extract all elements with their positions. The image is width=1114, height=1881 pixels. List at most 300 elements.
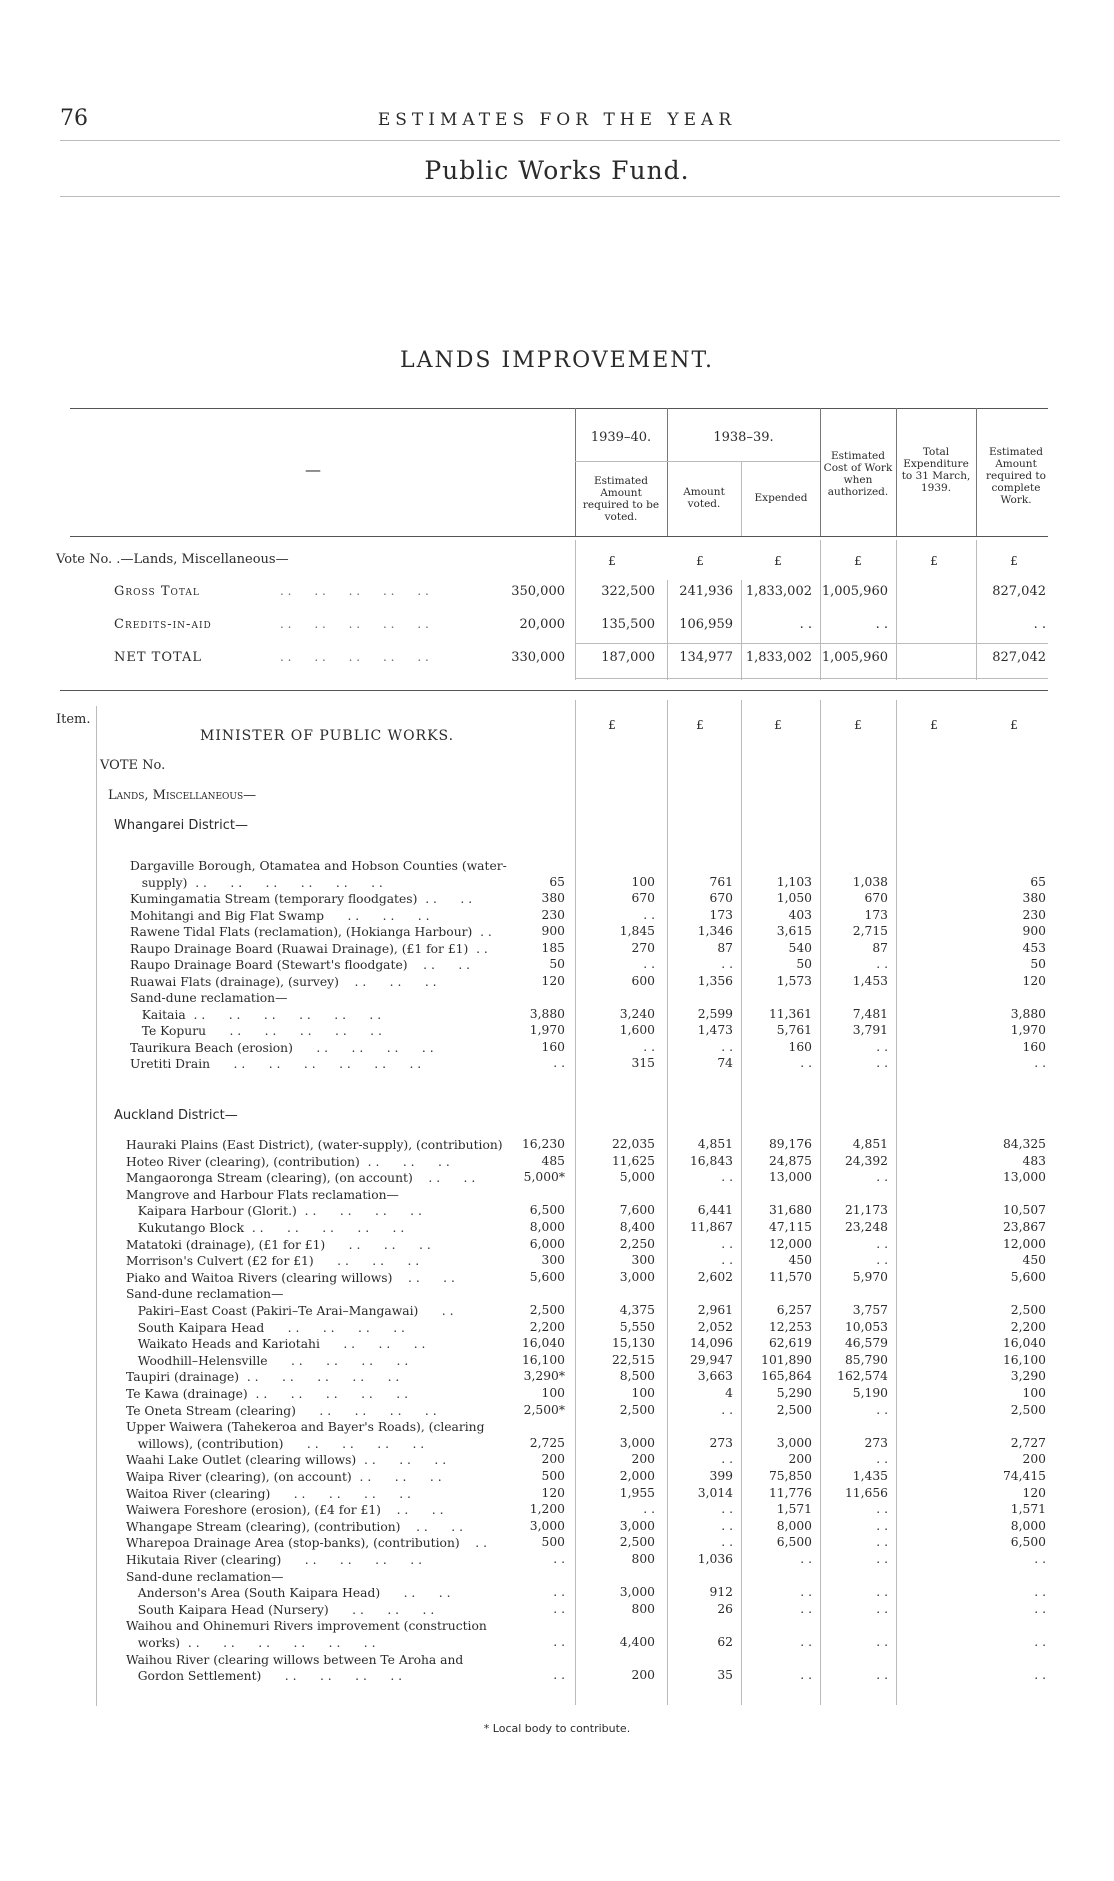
- row-value-col-5: 11,656: [844, 1485, 888, 1500]
- section-title: LANDS IMPROVEMENT.: [400, 348, 714, 373]
- row-value-col-6: 3,290: [1010, 1369, 1046, 1384]
- row-label: Morrison's Culvert (£2 for £1) . . . . . .: [126, 1254, 420, 1269]
- row-value-col-4: 160: [788, 1039, 812, 1054]
- summary-value-col-2: 322,500: [601, 584, 655, 599]
- row-value-col-3: 74: [717, 1056, 733, 1070]
- row-value-col-4: 3,615: [776, 924, 812, 938]
- col-rule-1: [575, 408, 576, 536]
- net-total-under-rule: [575, 678, 1048, 679]
- row-label: Kaitaia . . . . . . . . . . . .: [130, 1007, 382, 1022]
- row-value-col-1: 230: [541, 907, 565, 922]
- col-rule-5: [896, 408, 897, 536]
- lands-misc-heading: Lands, Miscellaneous—: [108, 788, 257, 803]
- row-label: Waikato Heads and Kariotahi . . . . . .: [126, 1337, 426, 1352]
- row-value-col-3: 35: [717, 1668, 733, 1683]
- row-value-col-1: 2,200: [529, 1319, 565, 1334]
- row-value-col-6: 230: [1022, 907, 1046, 922]
- row-value-col-1: 5,600: [529, 1269, 565, 1284]
- year-1939-40: 1939–40.: [590, 430, 652, 445]
- row-value-col-1: 300: [541, 1253, 565, 1268]
- row-value-col-5: 273: [864, 1435, 888, 1450]
- net-total-rule: [575, 643, 1048, 644]
- row-value-col-6: 13,000: [1002, 1170, 1046, 1185]
- row-value-col-2: 3,000: [619, 1435, 655, 1450]
- row-value-col-5: . .: [876, 1518, 888, 1533]
- row-value-col-4: 62,619: [768, 1336, 812, 1351]
- row-label: Wharepoa Drainage Area (stop-banks), (contribution) . .: [126, 1536, 488, 1551]
- row-value-col-3: . .: [721, 1518, 733, 1533]
- row-value-col-6: . .: [1034, 1585, 1046, 1600]
- pound-sign: £: [774, 718, 782, 732]
- row-value-col-4: 3,000: [776, 1435, 812, 1450]
- summary-value-col-4: 1,833,002: [745, 584, 812, 599]
- row-value-col-6: 100: [1022, 1386, 1046, 1400]
- row-label: Dargaville Borough, Otamatea and Hobson Counties (water-: [130, 859, 507, 873]
- row-value-col-6: 453: [1022, 940, 1046, 955]
- row-label: South Kaipara Head (Nursery) . . . . . .: [126, 1602, 435, 1617]
- row-value-col-4: 11,361: [768, 1006, 812, 1021]
- row-value-col-4: 165,864: [761, 1369, 812, 1384]
- summary-value-col-5: 1,005,960: [821, 650, 888, 665]
- row-value-col-2: 1,600: [619, 1023, 655, 1037]
- row-value-col-6: 65: [1030, 874, 1046, 889]
- pound-sign: £: [930, 718, 938, 732]
- minister-heading: MINISTER OF PUBLIC WORKS.: [200, 728, 455, 744]
- row-value-col-2: 600: [631, 973, 655, 988]
- summary-value-col-3: 134,977: [679, 650, 733, 665]
- row-value-col-5: . .: [876, 957, 888, 971]
- footnote: * Local body to contribute.: [483, 1722, 631, 1735]
- row-value-col-1: 380: [541, 891, 565, 905]
- row-value-col-6: . .: [1034, 1635, 1046, 1649]
- row-value-col-5: 23,248: [844, 1220, 888, 1234]
- row-value-col-6: 120: [1022, 973, 1046, 988]
- fund-title: Public Works Fund.: [424, 156, 690, 185]
- summary-value-col-1: 350,000: [511, 584, 565, 599]
- row-value-col-5: . .: [876, 1039, 888, 1054]
- item-column-rule: [96, 706, 97, 1706]
- row-value-col-6: . .: [1034, 1552, 1046, 1566]
- row-value-col-4: 1,573: [776, 973, 812, 988]
- row-value-col-3: . .: [721, 1236, 733, 1251]
- row-value-col-2: 8,500: [619, 1369, 655, 1384]
- col-head-expended: Expended: [754, 492, 808, 504]
- row-value-col-4: 75,850: [768, 1469, 812, 1483]
- row-value-col-6: 120: [1022, 1485, 1046, 1500]
- body-col-rule-2: [667, 700, 668, 1705]
- col-rule-2: [667, 408, 668, 536]
- row-value-col-3: . .: [721, 1039, 733, 1054]
- row-value-col-3: 2,599: [697, 1006, 733, 1021]
- row-value-col-2: 22,515: [611, 1352, 655, 1367]
- summary-row-label: Gross Total: [114, 584, 200, 599]
- row-value-col-4: 5,290: [776, 1386, 812, 1400]
- row-value-col-2: 100: [631, 1386, 655, 1400]
- row-value-col-6: 16,100: [1002, 1352, 1046, 1367]
- row-value-col-6: 2,200: [1010, 1319, 1046, 1334]
- row-value-col-1: 16,230: [521, 1137, 565, 1151]
- row-value-col-1: 900: [541, 924, 565, 938]
- summary-value-col-6: 827,042: [992, 584, 1046, 599]
- row-value-col-2: 3,000: [619, 1269, 655, 1284]
- row-value-col-4: . .: [800, 1552, 812, 1566]
- row-label: Anderson's Area (South Kaipara Head) . . . .: [126, 1586, 451, 1601]
- row-value-col-3: 670: [709, 891, 733, 905]
- row-value-col-2: . .: [643, 957, 655, 971]
- stub-dash: —: [305, 460, 321, 479]
- row-label: Te Oneta Stream (clearing) . . . . . . . .: [126, 1403, 437, 1418]
- row-value-col-5: 1,453: [852, 973, 888, 988]
- row-label: Taupiri (drainage) . . . . . . . . . .: [126, 1370, 400, 1385]
- row-value-col-6: 16,040: [1002, 1336, 1046, 1351]
- row-label: Waitoa River (clearing) . . . . . . . .: [126, 1486, 411, 1501]
- pound-sign: £: [854, 718, 862, 732]
- row-value-col-3: 6,441: [697, 1203, 733, 1218]
- row-value-col-6: 483: [1022, 1153, 1046, 1168]
- row-value-col-2: 2,250: [619, 1236, 655, 1251]
- body-col-rule-5: [896, 700, 897, 1705]
- row-value-col-4: 12,253: [768, 1319, 812, 1334]
- row-value-col-1: 16,040: [521, 1336, 565, 1351]
- row-label: Gordon Settlement) . . . . . . . .: [126, 1669, 403, 1684]
- row-value-col-1: 2,500*: [523, 1402, 565, 1417]
- header-bottom-rule: [70, 536, 1048, 537]
- row-value-col-2: 300: [631, 1253, 655, 1268]
- row-value-col-2: . .: [643, 1039, 655, 1054]
- summary-bottom-rule: [60, 690, 1048, 691]
- row-value-col-3: . .: [721, 1170, 733, 1185]
- row-value-col-3: 11,867: [689, 1220, 733, 1234]
- row-value-col-1: 500: [541, 1535, 565, 1550]
- row-label: Pakiri–East Coast (Pakiri–Te Arai–Mangawai) . .: [126, 1304, 454, 1318]
- row-value-col-2: 7,600: [619, 1203, 655, 1218]
- row-value-col-2: 2,000: [619, 1469, 655, 1483]
- row-value-col-6: 3,880: [1010, 1006, 1046, 1021]
- row-value-col-4: 540: [788, 940, 812, 955]
- pound-sign: £: [1010, 718, 1018, 732]
- year-rule: [575, 461, 820, 462]
- row-label: supply) . . . . . . . . . . . .: [130, 875, 383, 890]
- row-value-col-5: . .: [876, 1452, 888, 1467]
- body-col-rule-1: [575, 700, 576, 1705]
- row-value-col-6: 1,571: [1010, 1502, 1046, 1517]
- row-value-col-5: . .: [876, 1552, 888, 1566]
- row-value-col-4: . .: [800, 1635, 812, 1649]
- row-value-col-5: . .: [876, 1585, 888, 1600]
- row-value-col-5: . .: [876, 1535, 888, 1550]
- row-value-col-4: 200: [788, 1452, 812, 1467]
- row-value-col-5: . .: [876, 1635, 888, 1649]
- row-value-col-4: 47,115: [768, 1220, 812, 1234]
- leader-dots: . . . . . . . . . .: [280, 650, 429, 664]
- row-label: Mangrove and Harbour Flats reclamation—: [126, 1187, 399, 1202]
- row-value-col-5: 7,481: [852, 1006, 888, 1021]
- row-value-col-5: 5,970: [852, 1269, 888, 1284]
- row-value-col-1: 3,880: [529, 1006, 565, 1021]
- row-value-col-1: 185: [541, 940, 565, 955]
- row-value-col-5: . .: [876, 1668, 888, 1683]
- summary-value-col-3: 106,959: [679, 617, 733, 632]
- row-value-col-4: 450: [788, 1253, 812, 1268]
- row-value-col-6: . .: [1034, 1668, 1046, 1683]
- row-value-col-1: 120: [541, 1485, 565, 1500]
- row-value-col-2: 100: [631, 874, 655, 889]
- row-value-col-4: 50: [796, 957, 812, 971]
- row-value-col-3: 87: [717, 940, 733, 955]
- row-value-col-3: 2,052: [697, 1319, 733, 1334]
- pound-sign: £: [774, 554, 782, 568]
- row-value-col-3: . .: [721, 957, 733, 971]
- col-head-amount-voted: Amount voted.: [683, 486, 725, 510]
- summary-value-col-3: 241,936: [679, 584, 733, 599]
- pound-sign: £: [854, 554, 862, 568]
- row-value-col-2: . .: [643, 1502, 655, 1517]
- auckland-district-heading: Auckland District—: [114, 1108, 238, 1123]
- header-rule: [60, 140, 1060, 141]
- summary-value-col-2: 135,500: [601, 617, 655, 632]
- pound-sign: £: [930, 554, 938, 568]
- sum-col-rule: [976, 540, 977, 680]
- row-value-col-6: 200: [1022, 1452, 1046, 1467]
- row-label: Uretiti Drain . . . . . . . . . . . .: [130, 1057, 422, 1071]
- row-value-col-6: 450: [1022, 1253, 1046, 1268]
- row-value-col-5: . .: [876, 1502, 888, 1517]
- row-value-col-6: 6,500: [1010, 1535, 1046, 1550]
- row-value-col-3: 273: [709, 1435, 733, 1450]
- row-label: Piako and Waitoa Rivers (clearing willows) . . . .: [126, 1270, 455, 1285]
- row-value-col-4: 24,875: [768, 1153, 812, 1168]
- row-label: Te Kopuru . . . . . . . . . .: [130, 1024, 382, 1038]
- row-value-col-1: 50: [549, 957, 565, 971]
- row-value-col-5: 2,715: [852, 924, 888, 938]
- row-label: Woodhill–Helensville . . . . . . . .: [126, 1353, 409, 1368]
- row-value-col-6: 8,000: [1010, 1518, 1046, 1533]
- row-value-col-3: . .: [721, 1452, 733, 1467]
- summary-value-col-6: . .: [1033, 617, 1046, 632]
- row-value-col-1: . .: [553, 1585, 565, 1600]
- row-value-col-5: 46,579: [844, 1336, 888, 1351]
- row-value-col-1: 100: [541, 1386, 565, 1400]
- col-rule-3: [741, 462, 742, 536]
- summary-value-col-4: 1,833,002: [745, 650, 812, 665]
- summary-row-label: Credits-in-aid: [114, 617, 212, 632]
- row-value-col-5: . .: [876, 1402, 888, 1417]
- row-value-col-4: 101,890: [761, 1352, 812, 1367]
- body-col-rule-3: [741, 700, 742, 1705]
- leader-dots: . . . . . . . . . .: [280, 584, 429, 598]
- sum-col-rule: [667, 580, 668, 680]
- row-value-col-6: 160: [1022, 1039, 1046, 1054]
- row-value-col-4: . .: [800, 1056, 812, 1070]
- row-value-col-3: 4: [725, 1386, 733, 1400]
- row-value-col-6: . .: [1034, 1056, 1046, 1070]
- row-value-col-3: . .: [721, 1535, 733, 1550]
- row-value-col-1: 8,000: [529, 1220, 565, 1234]
- summary-value-col-1: 330,000: [511, 650, 565, 665]
- summary-value-col-6: 827,042: [992, 650, 1046, 665]
- row-label: Sand-dune reclamation—: [130, 991, 288, 1005]
- row-value-col-6: 84,325: [1002, 1137, 1046, 1151]
- row-value-col-4: . .: [800, 1585, 812, 1600]
- row-value-col-2: 3,000: [619, 1518, 655, 1533]
- row-value-col-2: 800: [631, 1552, 655, 1566]
- row-label: Mangaoronga Stream (clearing), (on account) . . . .: [126, 1171, 476, 1186]
- row-value-col-4: 11,776: [768, 1485, 812, 1500]
- row-value-col-4: 12,000: [768, 1236, 812, 1251]
- row-label: Sand-dune reclamation—: [126, 1287, 284, 1302]
- row-value-col-6: 10,507: [1002, 1203, 1046, 1218]
- row-value-col-4: 8,000: [776, 1518, 812, 1533]
- row-value-col-2: 8,400: [619, 1220, 655, 1234]
- sum-col-rule: [741, 580, 742, 680]
- item-heading: Item.: [56, 712, 91, 727]
- row-label: Waiwera Foreshore (erosion), (£4 for £1) . . . .: [126, 1503, 444, 1518]
- row-label: Matatoki (drainage), (£1 for £1) . . . . . .: [126, 1237, 431, 1252]
- row-value-col-5: 173: [864, 907, 888, 922]
- row-value-col-3: 912: [709, 1585, 733, 1600]
- row-value-col-2: 11,625: [611, 1153, 655, 1168]
- row-value-col-5: 3,757: [852, 1303, 888, 1317]
- row-value-col-2: 1,845: [619, 924, 655, 938]
- row-value-col-4: 6,257: [776, 1303, 812, 1317]
- row-value-col-4: 403: [788, 907, 812, 922]
- col-head-estimated-required: Estimated Amount required to be voted.: [582, 475, 660, 523]
- row-value-col-4: 11,570: [768, 1269, 812, 1284]
- row-value-col-6: 23,867: [1002, 1220, 1046, 1234]
- row-value-col-1: . .: [553, 1635, 565, 1649]
- row-value-col-5: 3,791: [852, 1023, 888, 1037]
- row-value-col-5: 21,173: [844, 1203, 888, 1218]
- row-value-col-2: 800: [631, 1601, 655, 1616]
- year-1938-39: 1938–39.: [713, 430, 774, 445]
- sum-col-rule: [896, 540, 897, 680]
- row-label: Upper Waiwera (Tahekeroa and Bayer's Roads), (clearing: [126, 1420, 485, 1435]
- row-value-col-3: 62: [717, 1635, 733, 1649]
- row-value-col-6: 900: [1022, 924, 1046, 938]
- row-value-col-2: 270: [631, 940, 655, 955]
- row-value-col-3: . .: [721, 1253, 733, 1268]
- row-value-col-1: 485: [541, 1153, 565, 1168]
- col-rule-6: [976, 408, 977, 536]
- row-value-col-4: 1,571: [776, 1502, 812, 1517]
- row-value-col-3: 2,602: [697, 1269, 733, 1284]
- row-label: Mohitangi and Big Flat Swamp . . . . . .: [130, 908, 430, 923]
- row-value-col-3: 1,473: [697, 1023, 733, 1037]
- row-value-col-1: 200: [541, 1452, 565, 1467]
- row-value-col-5: . .: [876, 1170, 888, 1185]
- row-value-col-2: 200: [631, 1668, 655, 1683]
- row-label: works) . . . . . . . . . . . .: [126, 1636, 376, 1650]
- vote-no-heading: VOTE No.: [100, 758, 166, 773]
- row-value-col-4: 1,103: [776, 874, 812, 889]
- row-value-col-2: 2,500: [619, 1402, 655, 1417]
- row-label: Raupo Drainage Board (Stewart's floodgate) . . . .: [130, 958, 471, 972]
- row-value-col-4: 2,500: [776, 1402, 812, 1417]
- row-label: Te Kawa (drainage) . . . . . . . . . .: [126, 1387, 408, 1401]
- row-value-col-3: 3,014: [697, 1485, 733, 1500]
- summary-row-label: NET TOTAL: [114, 650, 202, 665]
- row-value-col-1: 6,500: [529, 1203, 565, 1218]
- row-value-col-4: . .: [800, 1668, 812, 1683]
- row-value-col-3: 1,346: [697, 924, 733, 938]
- row-label: Ruawai Flats (drainage), (survey) . . . . . .: [130, 974, 437, 989]
- row-value-col-6: 2,727: [1010, 1435, 1046, 1450]
- sum-col-rule: [575, 540, 576, 680]
- row-value-col-1: 16,100: [521, 1352, 565, 1367]
- row-value-col-3: 14,096: [689, 1336, 733, 1351]
- row-label: Sand-dune reclamation—: [126, 1569, 284, 1584]
- col-head-estimated-complete: Estimated Amount required to complete Work.: [986, 446, 1046, 506]
- row-value-col-6: 380: [1022, 891, 1046, 905]
- row-label: Hauraki Plains (East District), (water-supply), (contribution): [126, 1138, 503, 1152]
- row-value-col-3: . .: [721, 1402, 733, 1417]
- pound-sign: £: [608, 718, 616, 732]
- row-value-col-2: 315: [631, 1056, 655, 1070]
- row-value-col-5: 87: [872, 940, 888, 955]
- row-value-col-1: 160: [541, 1039, 565, 1054]
- summary-value-col-1: 20,000: [519, 617, 565, 632]
- row-label: South Kaipara Head . . . . . . . .: [126, 1320, 405, 1335]
- row-value-col-3: 16,843: [689, 1153, 733, 1168]
- row-value-col-2: 5,550: [619, 1319, 655, 1334]
- row-label: Hoteo River (clearing), (contribution) . . . . . .: [126, 1154, 450, 1169]
- row-value-col-5: . .: [876, 1236, 888, 1251]
- row-value-col-2: 15,130: [611, 1336, 655, 1351]
- row-value-col-2: 3,000: [619, 1585, 655, 1600]
- row-value-col-2: 5,000: [619, 1170, 655, 1185]
- row-value-col-6: 2,500: [1010, 1402, 1046, 1417]
- row-value-col-4: 13,000: [768, 1170, 812, 1185]
- row-label: Kumingamatia Stream (temporary floodgates) . . . .: [130, 892, 473, 906]
- row-value-col-1: 500: [541, 1469, 565, 1483]
- row-value-col-3: 4,851: [697, 1137, 733, 1151]
- row-value-col-2: 3,240: [619, 1006, 655, 1021]
- running-head: ESTIMATES FOR THE YEAR: [377, 110, 737, 130]
- table-top-rule: [70, 408, 1048, 409]
- row-value-col-5: 85,790: [844, 1352, 888, 1367]
- row-value-col-4: 1,050: [776, 891, 812, 905]
- row-value-col-5: . .: [876, 1056, 888, 1070]
- body-col-rule-4: [820, 700, 821, 1705]
- row-value-col-1: 2,725: [529, 1435, 565, 1450]
- pound-sign: £: [1010, 554, 1018, 568]
- row-value-col-1: 3,000: [529, 1518, 565, 1533]
- row-value-col-5: . .: [876, 1253, 888, 1268]
- row-value-col-6: 74,415: [1002, 1469, 1046, 1483]
- row-value-col-4: 31,680: [768, 1203, 812, 1218]
- pound-sign: £: [696, 718, 704, 732]
- row-label: Kukutango Block . . . . . . . . . .: [126, 1221, 405, 1235]
- row-value-col-2: 1,955: [619, 1485, 655, 1500]
- row-label: Hikutaia River (clearing) . . . . . . . .: [126, 1553, 423, 1567]
- row-value-col-3: 3,663: [697, 1369, 733, 1384]
- row-value-col-6: 1,970: [1010, 1023, 1046, 1037]
- row-value-col-5: 10,053: [844, 1319, 888, 1334]
- row-value-col-1: 120: [541, 973, 565, 988]
- row-value-col-1: 1,970: [529, 1023, 565, 1037]
- pound-sign: £: [608, 554, 616, 568]
- row-value-col-3: 1,036: [697, 1552, 733, 1566]
- row-value-col-1: 65: [549, 874, 565, 889]
- col-rule-4: [820, 408, 821, 536]
- row-value-col-4: 6,500: [776, 1535, 812, 1550]
- row-label: Waihou River (clearing willows between Te Aroha and: [126, 1652, 464, 1667]
- row-value-col-4: . .: [800, 1601, 812, 1616]
- summary-value-col-4: . .: [799, 617, 812, 632]
- row-value-col-6: 12,000: [1002, 1236, 1046, 1251]
- col-head-estimated-cost: Estimated Cost of Work when authorized.: [823, 450, 893, 498]
- row-value-col-1: 6,000: [529, 1236, 565, 1251]
